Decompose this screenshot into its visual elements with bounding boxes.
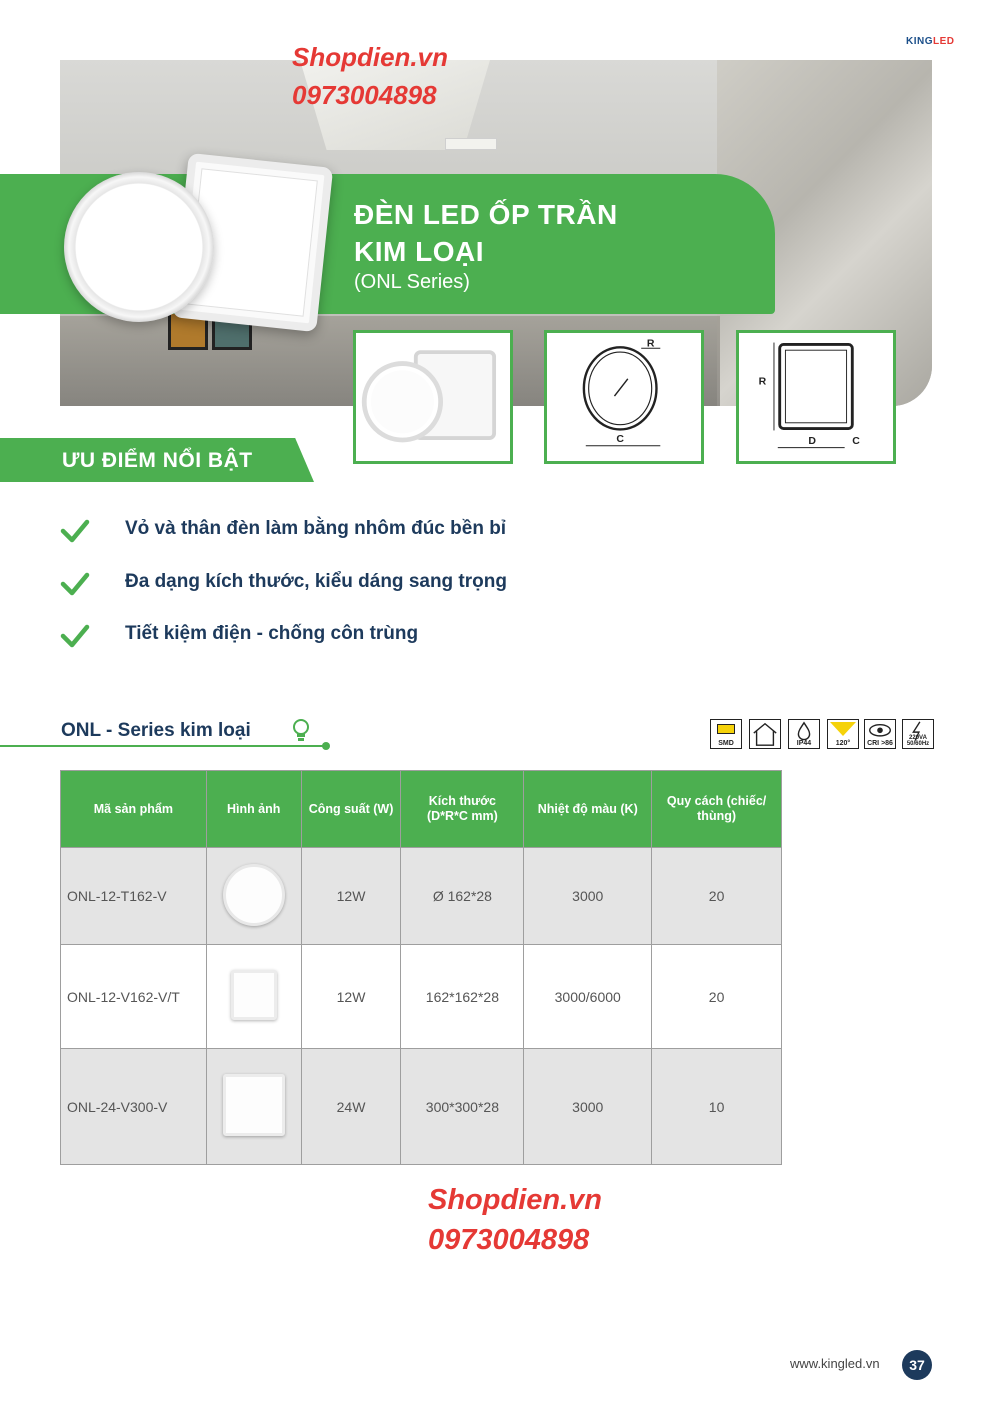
- bulb-icon: [290, 718, 312, 744]
- header-color-temp: Nhiệt độ màu (K): [524, 771, 652, 848]
- cell-size: 300*300*28: [401, 1049, 524, 1165]
- cell-code: ONL-12-V162-V/T: [61, 945, 207, 1049]
- header-packing: Quy cách (chiếc/ thùng): [652, 771, 782, 848]
- cell-temp: 3000: [524, 1049, 652, 1165]
- header-image: Hình ảnh: [206, 771, 301, 848]
- series-underline: [0, 745, 326, 747]
- power-icon: 220VA 50/60Hz: [902, 719, 934, 749]
- product-table: [60, 770, 782, 1165]
- square-dimension-diagram: [736, 330, 896, 464]
- cell-size: 162*162*28: [401, 945, 524, 1049]
- cell-temp: 3000/6000: [524, 945, 652, 1049]
- square-lamp-thumbnail: [223, 1074, 285, 1136]
- cell-code: ONL-24-V300-V: [61, 1049, 207, 1165]
- title-line-2: KIM LOẠI: [354, 236, 484, 267]
- check-icon: [60, 516, 90, 546]
- cell-power: 12W: [301, 848, 401, 945]
- header-power: Công suất (W): [301, 771, 401, 848]
- watermark-shop: Shopdien.vn: [292, 42, 448, 72]
- cell-temp: 3000: [524, 848, 652, 945]
- watermark-phone: 0973004898: [428, 1224, 590, 1256]
- smd-chip-icon: SMD: [710, 719, 742, 749]
- cell-size: Ø 162*28: [401, 848, 524, 945]
- cri-eye-icon: CRI >86: [864, 719, 896, 749]
- advantage-text: Đa dạng kích thước, kiểu dáng sang trọng: [125, 571, 507, 592]
- cell-power: 12W: [301, 945, 401, 1049]
- cell-pack: 10: [652, 1049, 782, 1165]
- advantage-item: [60, 569, 760, 599]
- ip44-icon: IP44: [788, 719, 820, 749]
- round-lamp-image: [64, 172, 214, 322]
- cell-pack: 20: [652, 945, 782, 1049]
- product-photo-thumb: [353, 330, 513, 464]
- diagram-label-c: C: [616, 432, 624, 445]
- diagram-label-d: D: [808, 434, 816, 447]
- round-lamp-thumbnail: [223, 864, 285, 926]
- cell-pack: 20: [652, 848, 782, 945]
- advantage-text: Tiết kiệm điện - chống côn trùng: [125, 623, 419, 644]
- diagram-label-r: R: [646, 337, 655, 350]
- page-number: 37: [902, 1350, 932, 1380]
- series-subtitle: (ONL Series): [354, 271, 470, 293]
- logo-text-led: LED: [933, 36, 955, 47]
- cell-image: [206, 945, 301, 1049]
- watermark-phone: 0973004898: [292, 80, 437, 110]
- advantage-item: [60, 621, 760, 651]
- check-icon: [60, 621, 90, 651]
- kingled-logo: [906, 36, 955, 47]
- cell-image: [206, 848, 301, 945]
- series-underline-dot: [322, 742, 330, 750]
- square-lamp-thumbnail: [231, 970, 277, 1020]
- website-link[interactable]: www.kingled.vn: [790, 1356, 880, 1371]
- ceiling-panel: [445, 138, 497, 150]
- beam-angle-icon: 120°: [827, 719, 859, 749]
- cell-power: 24W: [301, 1049, 401, 1165]
- cell-code: ONL-12-T162-V: [61, 848, 207, 945]
- watermark-shop: Shopdien.vn: [428, 1184, 602, 1216]
- advantages-title: ƯU ĐIỂM NỔI BẬT: [62, 449, 253, 472]
- table-row: [61, 1049, 782, 1165]
- header-code: Mã sản phẩm: [61, 771, 207, 848]
- house-icon: [749, 719, 781, 749]
- diagram-label-r: R: [758, 375, 767, 388]
- table-row: [61, 945, 782, 1049]
- header-size: Kích thước (D*R*C mm): [401, 771, 524, 848]
- round-dimension-diagram: [544, 330, 704, 464]
- title-line-1: ĐÈN LED ỐP TRẦN: [354, 199, 618, 230]
- series-title: ONL - Series kim loại: [61, 720, 251, 741]
- logo-text-king: KING: [906, 36, 933, 47]
- watermark-top: [292, 38, 448, 114]
- advantage-item: [60, 516, 760, 546]
- cell-image: [206, 1049, 301, 1165]
- page-title: [354, 196, 618, 270]
- watermark-bottom: [428, 1180, 602, 1260]
- diagram-label-c: C: [852, 434, 860, 447]
- table-header-row: [61, 771, 782, 848]
- advantage-text: Vỏ và thân đèn làm bằng nhôm đúc bền bỉ: [125, 518, 507, 539]
- table-row: [61, 848, 782, 945]
- check-icon: [60, 569, 90, 599]
